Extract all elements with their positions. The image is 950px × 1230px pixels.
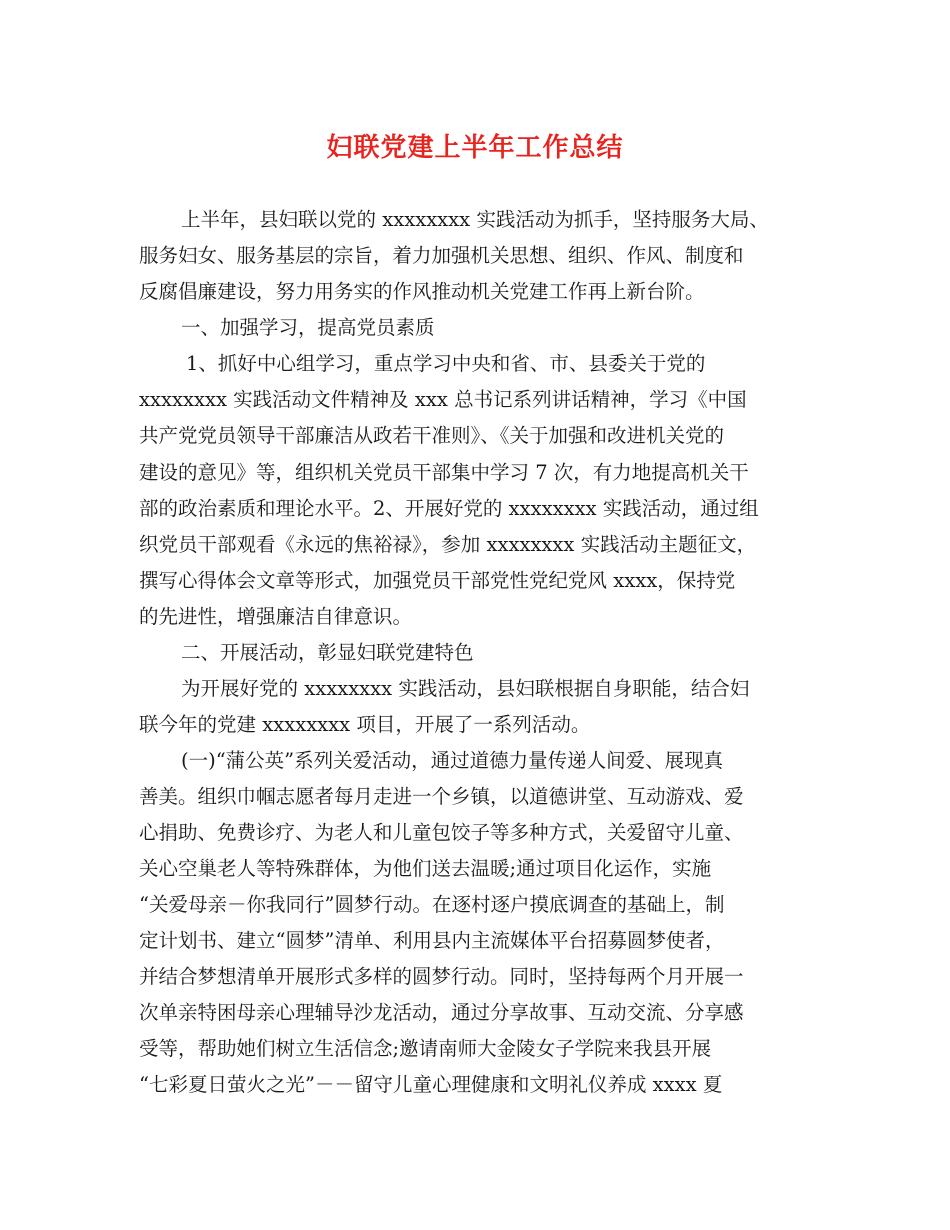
paragraph-line: “关爱母亲－你我同行”圆梦行动。在逐村逐户摸底调查的基础上，制 xyxy=(139,893,725,916)
paragraph-line: 共产党党员领导干部廉洁从政若干准则》、《关于加强和改进机关党的 xyxy=(139,424,725,447)
paragraph-line: 的先进性，增强廉洁自律意识。 xyxy=(139,605,413,628)
paragraph-line: 并结合梦想清单开展形式多样的圆梦行动。同时，坚持每两个月开展一 xyxy=(139,965,744,988)
paragraph-line: 联今年的党建 xxxxxxxx 项目，开展了一系列活动。 xyxy=(139,713,591,736)
paragraph-line: 受等，帮助她们树立生活信念;邀请南师大金陵女子学院来我县开展 xyxy=(139,1037,712,1060)
paragraph-line: xxxxxxxx 实践活动文件精神及 xxx 总书记系列讲话精神，学习《中国 xyxy=(139,388,747,411)
paragraph-line: 心捐助、免费诊疗、为老人和儿童包饺子等多种方式，关爱留守儿童、 xyxy=(139,821,744,844)
paragraph-line: 撰写心得体会文章等形式，加强党员干部党性党纪党风 xxxx，保持党 xyxy=(139,569,736,592)
paragraph-line: “七彩夏日萤火之光”－－留守儿童心理健康和文明礼仪养成 xxxx 夏 xyxy=(139,1073,723,1096)
paragraph-line: 善美。组织巾帼志愿者每月走进一个乡镇，以道德讲堂、互动游戏、爱 xyxy=(139,785,744,808)
paragraph-line: 织党员干部观看《永远的焦裕禄》，参加 xxxxxxxx 实践活动主题征文， xyxy=(139,533,757,556)
paragraph-line: 1、抓好中心组学习，重点学习中央和省、市、县委关于党的 xyxy=(186,352,706,375)
document-title: 妇联党建上半年工作总结 xyxy=(326,133,624,163)
paragraph-line: 部的政治素质和理论水平。2、开展好党的 xxxxxxxx 实践活动，通过组 xyxy=(139,497,759,520)
paragraph-line: 服务妇女、服务基层的宗旨，着力加强机关思想、组织、作风、制度和 xyxy=(139,244,744,267)
paragraph-line: 反腐倡廉建设，努力用务实的作风推动机关党建工作再上新台阶。 xyxy=(139,280,705,303)
paragraph-line: 次单亲特困母亲心理辅导沙龙活动，通过分享故事、互动交流、分享感 xyxy=(139,1001,744,1024)
paragraph-line: (一)“蒲公英”系列关爱活动，通过道德力量传递人间爱、展现真 xyxy=(181,749,724,772)
paragraph-line: 为开展好党的 xxxxxxxx 实践活动，县妇联根据自身职能，结合妇 xyxy=(181,677,750,700)
section-heading: 一、加强学习，提高党员素质 xyxy=(181,316,435,339)
paragraph-line: 定计划书、建立“圆梦”清单、利用县内主流媒体平台招募圆梦使者， xyxy=(139,929,725,952)
paragraph-line: 上半年，县妇联以党的 xxxxxxxx 实践活动为抓手，坚持服务大局、 xyxy=(181,208,769,231)
paragraph-line: 建设的意见》等，组织机关党员干部集中学习 7 次，有力地提高机关干 xyxy=(139,461,749,484)
paragraph-line: 关心空巢老人等特殊群体，为他们送去温暖;通过项目化运作，实施 xyxy=(139,857,712,880)
section-heading: 二、开展活动，彰显妇联党建特色 xyxy=(181,641,474,664)
